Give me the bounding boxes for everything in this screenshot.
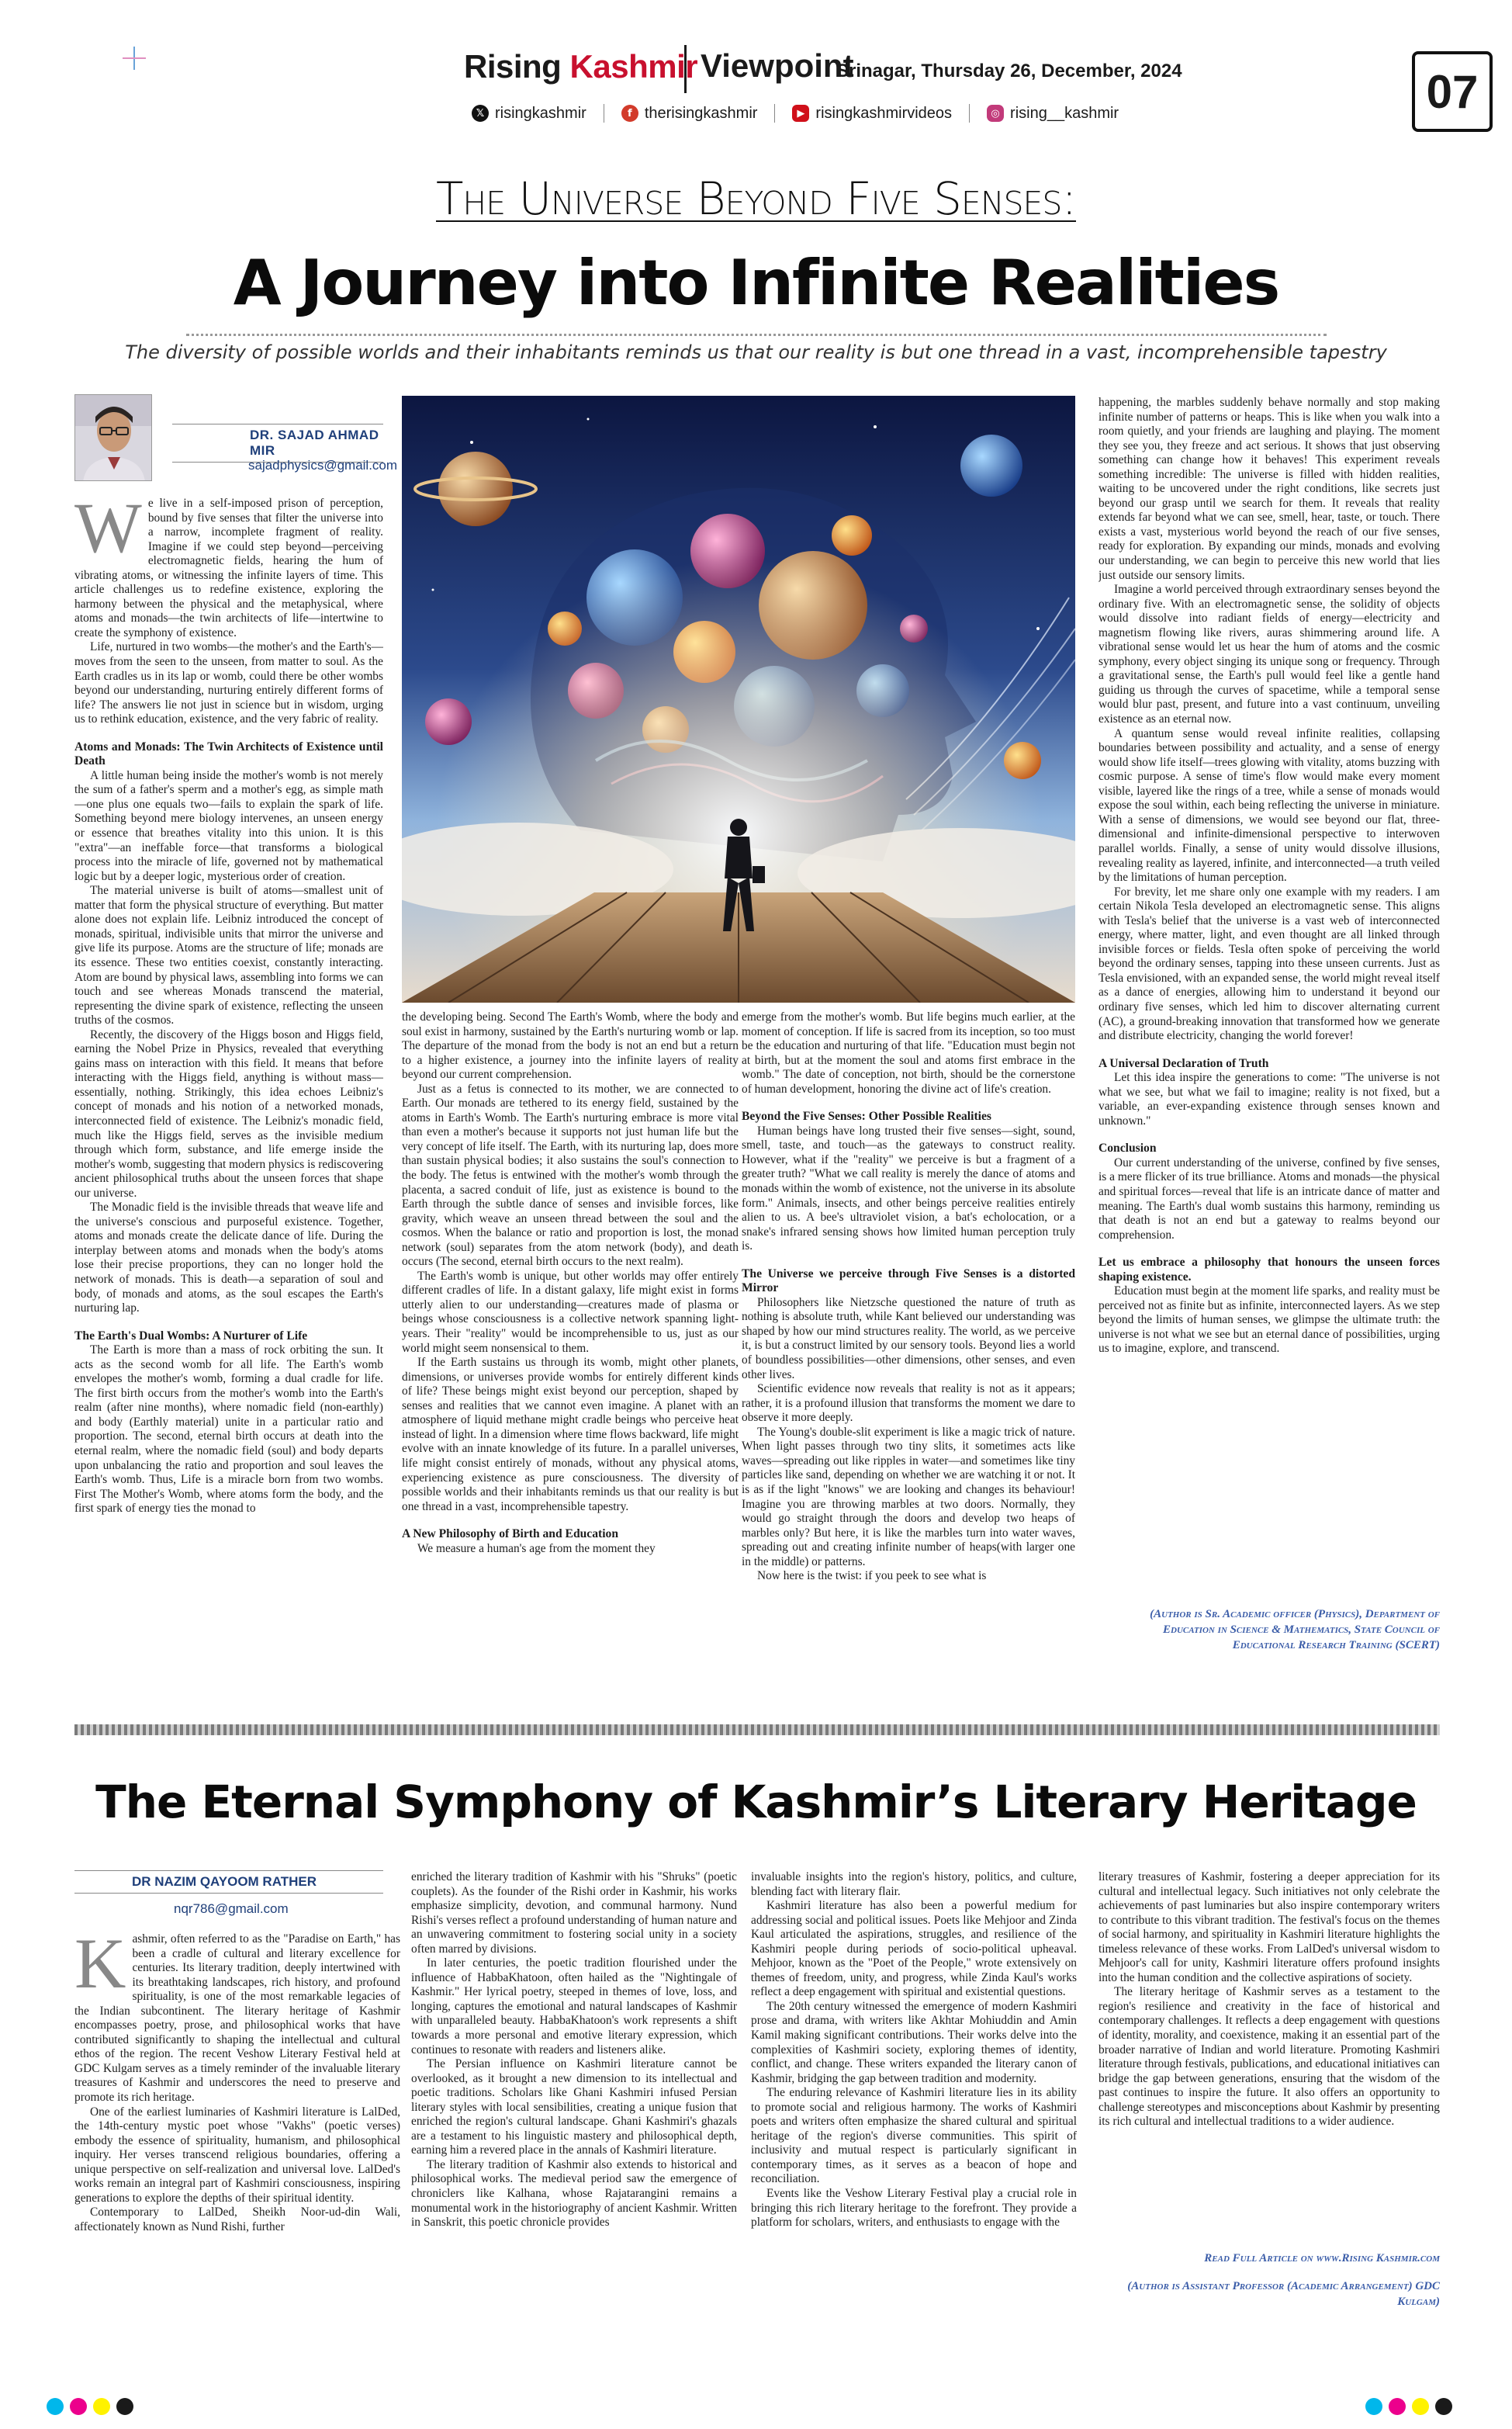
- paragraph: The Earth's womb is unique, but other worlds may offer entirely different cradles of life. In a distant galaxy, life might exist in forms utterly alien to our understanding—creatures made of plasma or beings whose consciousness is a collective network spanning light-years. Their "reality" would be incomprehensible to us, just as our world might seem nonsensical to them.: [402, 1269, 739, 1355]
- subheading: A New Philosophy of Birth and Education: [402, 1527, 619, 1541]
- registration-mark-icon: [123, 47, 146, 70]
- paragraph: In later centuries, the poetic tradition flourished under the influence of HabbaKhatoon, often hailed as the "Nightingale of Kashmir." Her lyrical poetry, steeped in themes of love, loss, and longing, captures the emotional and natural landscapes of Kashmir with unparalleled beauty. HabbaKhatoon's work represents a shift towards a more personal and emotive literary expression, which continues to resonate with readers and listeners alike.: [411, 1956, 737, 2057]
- paragraph: The Persian influence on Kashmiri literature cannot be overlooked, as it brought a new dimension to its intellectual and poetic traditions. Scholars like Ghani Kashmiri infused Persian literary styles with local sensibilities, creating a unique fusion that enriched the region's cultural landscape. Ghani Kashmiri's ghazals are a testament to his linguistic mastery and philosophical depth, earning him a revered place in the annals of Kashmiri literature.: [411, 2057, 737, 2157]
- paragraph: The literary tradition of Kashmir also extends to historical and philosophical works. The medieval period saw the emergence of chroniclers like Kalhana, whose Rajatarangini remains a monumental work in the historiography of ancient Kashmir. Written in Sanskrit, this poetic chronicle provides: [411, 2157, 737, 2230]
- paragraph: The Monadic field is the invisible threads that weave life and the universe's conscious and purposeful existence. Together, atoms and monads create the delicate dance of life. During the interplay between atoms and monads when the body's atoms lose their precise proportions, they can no longer hold the network of monads. This is death—a separation of soul and body, of monads and atoms, as the soul escapes the Earth's nurturing lap.: [74, 1201, 383, 1315]
- article1-column-4: [1099, 396, 1440, 1591]
- calibration-dot-icon: [93, 2398, 110, 2415]
- author-photo: [74, 394, 152, 481]
- article2-column-3: [751, 1870, 1077, 2367]
- calibration-dot-icon: [1412, 2398, 1429, 2415]
- article1-byline: [74, 394, 398, 481]
- subheading: The Earth's Dual Wombs: A Nurturer of Life: [74, 1329, 308, 1343]
- calibration-dot-icon: [116, 2398, 133, 2415]
- social-facebook[interactable]: f therisingkashmir: [621, 105, 758, 123]
- paragraph: One of the earliest luminaries of Kashmiri literature is LalDed, the 14th-century mystic poet whose "Vakhs" (poetic verses) embody the essence of spirituality, humanism, and philosophical inquiry. Her verses transcend religious boundaries, offering a unique perspective on self-realization and universal love. LalDed's works remain an integral part of Kashmiri consciousness, inspiring generations to explore the depths of their spiritual identity.: [74, 2105, 400, 2205]
- social-youtube[interactable]: ▶ risingkashmirvideos: [792, 105, 952, 123]
- section-name: Viewpoint: [684, 45, 854, 93]
- divider: [186, 334, 1327, 336]
- x-icon: 𝕏: [472, 105, 489, 122]
- subheading: The Universe we perceive through Five Senses is a distorted Mirror: [742, 1266, 1075, 1295]
- paragraph: Just as a fetus is connected to its mother, we are connected to Earth. Our monads are tethered to its energy field, sustained by the atoms in Earth's Womb. The Earth's nurturing embrace is more vital than even a mother's because it supports not just human life but the very concept of life itself. The Earth, with its nurturing lap, does more than sustain physical bodies; it also sustains the soul's connection to the body. The fetus is entwined with the mother's womb through the placenta, a sacred conduit of life, just as existence is bound to the Earth through the subtle dance of senses and invisible forces, like gravity, which weave an unseen thread between the soul and the cosmos. When the balance or ratio and proportion is lost, the monad network (soul) separates from the atom network (body), and death occurs (The second, eternal birth occurs to the next realm).: [402, 1082, 739, 1269]
- paragraph: enriched the literary tradition of Kashmir with his "Shruks" (poetic couplets). As the founder of the Rishi order in Kashmir, his works emphasize simplicity, devotion, and communal harmony. Nund Rishi's verses reflect a profound understanding of human nature and an unwavering commitment to fostering social unity in a society often marred by divisions.: [411, 1870, 737, 1956]
- paragraph: The literary heritage of Kashmir serves as a testament to the region's resilience and creativity in the face of historical and contemporary challenges. It reflects a deep engagement with questions of identity, morality, and coexistence, making it an essential part of the broader narrative of Indian and world literature. Promoting Kashmiri literature through festivals, publications, and educational initiatives can bridge the gap between generations, ensuring that the wisdom of the past continues to inspire the future. It also offers an opportunity to challenge stereotypes and misconceptions about Kashmir by presenting its rich cultural and intellectual traditions to a wider audience.: [1099, 1985, 1440, 2129]
- paragraph: Kashmiri literature has also been a powerful medium for addressing social and political issues. Poets like Mehjoor and Zinda Kaul articulated the aspirations, struggles, and resilience of the Kashmiri people during periods of socio-political upheaval. Mehjoor, known as the "Poet of the People," wrote extensively on themes of freedom, unity, and progress, while Zinda Kaul's works reflect a deep engagement with spiritual and existential questions.: [751, 1899, 1077, 1999]
- article2-column-2: [411, 1870, 737, 2367]
- article2-author-credit: [1099, 2251, 1440, 2309]
- subheading: Conclusion: [1099, 1142, 1157, 1156]
- author-name: DR NAZIM QAYOOM RATHER: [74, 1870, 383, 1894]
- paragraph: invaluable insights into the region's history, politics, and culture, blending fact with literary flair.: [751, 1870, 1077, 1898]
- masthead: [0, 0, 1512, 147]
- paragraph: The Young's double-slit experiment is like a magic trick of nature. When light passes through two tiny slits, it sometimes acts like waves—spreading out like ripples in water—and sometimes like tiny particles like sand, depending on whether we are watching it or not. It is as if the light "knows" we are looking and changes its behaviour! Imagine you are throwing marbles at two doors. Normally, they would go straight through the doors and develop two heaps of marbles only? But here, it is like the marbles turn into water waves, spreading out and creating infinite number of heaps(with larger one in the middle) or patterns.: [742, 1425, 1075, 1568]
- print-calibration-strip: [0, 2396, 1512, 2429]
- paragraph: The 20th century witnessed the emergence of modern Kashmiri prose and drama, with writers like Akhtar Mohiuddin and Amin Kamil making significant contributions. Their works delve into the complexities of Kashmiri society, exploring themes of identity, conflict, and change. These writers expanded the literary canon of Kashmir, bridging the gap between tradition and modernity.: [751, 1999, 1077, 2085]
- paragraph: Events like the Veshow Literary Festival play a crucial role in bringing this rich literary heritage to the forefront. They provide a platform for scholars, writers, and enthusiasts to engage with the: [751, 2187, 1077, 2230]
- article1-column-3: [742, 1010, 1075, 1698]
- paragraph: Life, nurtured in two wombs—the mother's and the Earth's—moves from the seen to the unseen, from matter to soul. As the Earth cradles us in its lap or womb, could there be other wombs beyond our understanding, nurturing entirely different forms of life? The answers lie not just in science but in wisdom, urging us to rethink education, existence, and the very fabric of reality.: [74, 640, 383, 726]
- section-divider: [74, 1724, 1440, 1735]
- calibration-dot-icon: [70, 2398, 87, 2415]
- author-note: (Author is Assistant Professor (Academic Arrangement) GDC Kulgam): [1127, 2280, 1440, 2308]
- subheading: Atoms and Monads: The Twin Architects of Existence until Death: [74, 740, 383, 768]
- subheading: Beyond the Five Senses: Other Possible Realities: [742, 1110, 991, 1124]
- paragraph: If the Earth sustains us through its womb, might other planets, dimensions, or universes provide wombs for entirely different kinds of life? These beings might exist beyond our perception, shaped by senses and realities that we cannot even imagine. A planet with an atmosphere of liquid methane might cradle beings who perceive heat instead of light. In a dimension where time flows backward, life might evolve with an innate knowledge of its future. In a parallel universes, life might consist entirely of monads, without any physical atoms, experiencing existence as pure consciousness. The diversity of possible worlds and their inhabitants reminds us that our reality is but one thread in a vast, incomprehensible tapestry.: [402, 1356, 739, 1513]
- paragraph: Imagine a world perceived through extraordinary senses beyond the ordinary five. With an electromagnetic sense, the solidity of objects would dissolve into radiant fields of energy—electricity and magnetism flowing like rivers, auras shimmering around life. A vibrational sense would let us hear the hum of atoms and the cosmic symphony, every object singing its unique song or frequency. Through a gravitational sense, the Earth's pull would feel like a gentle hand guiding us through the curves of spacetime, while a temporal sense would blur past, present, and future into a vast continuum, unveiling existence as an eternal now.: [1099, 583, 1440, 726]
- article1-dek: The diversity of possible worlds and their inhabitants reminds us that our reality is but one thread in a vast, incomprehensible tapestry: [125, 341, 1387, 363]
- dateline: Srinagar, Thursday 26, December, 2024: [836, 61, 1182, 81]
- hero-illustration: [402, 396, 1075, 1003]
- paragraph: Education must begin at the moment life sparks, and reality must be perceived not as finite but as infinite, interconnected layers. As we step beyond the limits of human senses, we glimpse the ultimate truth: the universe is not what we see but an eternal dance of possibilities, urging us to imagine, explore, and transcend.: [1099, 1284, 1440, 1356]
- paragraph: happening, the marbles suddenly behave normally and stop making infinite number of patterns or heaps. This is like when you walk into a room quietly, and your friends are laughing and playing. The moment they see you, they freeze and act serious. It shows that just observing something can change how it behaves! This experiment reveals something incredible: The universe is filled with hidden realities, waiting to be uncovered under the right conditions, like secrets just beyond our grasp until we search for them. It reveals that reality extends far beyond what we can see, smell, hear, taste, or touch. There exists a vast, mysterious world beyond the reach of our five senses, ready for exploration. By expanding our minds, monads and evolving our understanding, we can begin to perceive this new world that lies just outside our sensory limits.: [1099, 396, 1440, 582]
- paragraph: emerge from the mother's womb. But life begins much earlier, at the moment of conception. If life is sacred from its inception, so too must be the education and nurturing of that life. "Education must begin not at birth, but at the moment the soul and atoms first embrace in the womb." The date of conception, not birth, should be the cornerstone of human development, honoring the divine act of life's creation.: [742, 1010, 1075, 1096]
- paragraph: A little human being inside the mother's womb is not merely the sum of a father's sperm and a mother's egg, as simple math—one plus one equals two—fails to explain the spark of life. Something beyond mere biology intervenes, an unseen energy or essence that breathes vitality into this union. It is this "extra"—an ineffable force—that transforms a biological process into the miracle of life, governed not by mathematical logic but by a deeper logic, mysterious order of creation.: [74, 768, 383, 883]
- paragraph: Human beings have long trusted their five senses—sight, sound, smell, taste, and touch—as the gateways to construct reality. However, what if the "reality" we perceive is but a fragment of a greater truth? "What we call reality is merely the dance of atoms and monads within the womb of existence, not the universe in its absolute form." Animals, insects, and other beings perceive realities entirely alien to us. A bee's ultraviolet vision, a bat's echolocation, or a snake's infrared sensing shows how limited human perception truly is.: [742, 1124, 1075, 1253]
- paragraph: literary treasures of Kashmir, fostering a deeper appreciation for its cultural and intellectual legacy. Such initiatives not only celebrate the achievements of past luminaries but also inspire contemporary writers to contribute to this vibrant tradition. The festival's focus on the themes of social harmony, and spirituality in Kashmiri literature highlights the timeless relevance of these works. From LalDed's universal wisdom to Mehjoor's call for unity, Kashmiri literature offers profound insights into the human condition and the collective aspirations of society.: [1099, 1870, 1440, 1984]
- paragraph: A quantum sense would reveal infinite realities, collapsing boundaries between possibility and actuality, and a sense of energy would show life itself—trees glowing with vitality, atoms buzzing with cosmic purpose. A sense of time's flow would make every moment visible, layered like the rings of a tree, while a sense of monads would expose the soul within, each being reflecting the universe in miniature. With a sense of dimensions, we would see beyond our flat, three-dimensional and infinite-dimensional perspective to interwoven parallel worlds. Finally, a sense of unity would dissolve illusions, revealing reality as layered, infinite, and interconnected—a truth veiled by the limitations of human perception.: [1099, 726, 1440, 885]
- calibration-dot-icon: [1365, 2398, 1382, 2415]
- facebook-icon: f: [621, 105, 638, 122]
- author-email[interactable]: nqr786@gmail.com: [174, 1901, 289, 1916]
- paragraph: the developing being. Second The Earth's Womb, where the body and soul exist in harmony, sustained by the Earth's nurturing womb or lap. The departure of the monad from the body is not an end but a return to a higher existence, a journey into the infinite layers of reality beyond our current comprehension.: [402, 1010, 739, 1082]
- paragraph: Kashmir, often referred to as the "Paradise on Earth," has been a cradle of cultural and literary excellence for centuries. Its literary tradition, deeply intertwined with its breathtaking landscapes, rich history, and profound spirituality, is one of the most remarkable legacies of the Indian subcontinent. The literary heritage of Kashmir encompasses poetry, prose, and philosophical works that have contributed significantly to shaping the intellectual and cultural ethos of the region. The recent Veshow Literary Festival held at GDC Kulgam serves as a timely reminder of the invaluable literary treasures of Kashmir and underscores the need to preserve and promote its rich heritage.: [74, 1932, 400, 2105]
- subheading: A Universal Declaration of Truth: [1099, 1056, 1269, 1070]
- paragraph: The enduring relevance of Kashmiri literature lies in its ability to promote social and religious harmony. The works of Kashmiri poets and writers often emphasize the shared cultural and spiritual heritage of the region's diverse communities. This spirit of inclusivity and mutual respect is particularly significant in contemporary times, as it serves as a beacon of hope and reconciliation.: [751, 2086, 1077, 2186]
- instagram-icon: ◎: [987, 105, 1004, 122]
- subheading: Let us embrace a philosophy that honours the unseen forces shaping existence.: [1099, 1256, 1440, 1284]
- paragraph: Recently, the discovery of the Higgs boson and Higgs field, earning the Nobel Prize in Physics, revealed that everything gains mass on interaction with this field. It means that before interacting with the Higgs field, anything is without mass—essentially, nothing. Strikingly, this idea echoes Leibniz's concept of monads and his notion of a networked monads, interconnected field of existence. The Leibniz's monadic field, much like the Higgs field, serves as the invisible medium through which form, substance, and life emerge inside the mother's womb, suggesting that modern physics is rediscovering ancient philosophical truths about the unseen forces that shape our universe.: [74, 1027, 383, 1200]
- article2-byline: [74, 1870, 383, 1917]
- article2-headline: The Eternal Symphony of Kashmir’s Literary Heritage: [95, 1776, 1417, 1828]
- paragraph: Let this idea inspire the generations to come: "The universe is not what we see, but what we fail to imagine; reality is not fixed, but a variable, an ever-expanding existence through senses known and unknown.": [1099, 1071, 1440, 1128]
- paragraph: We measure a human's age from the moment they: [417, 1541, 656, 1555]
- divider: [774, 104, 775, 123]
- author-email[interactable]: sajadphysics@gmail.com: [248, 458, 398, 473]
- youtube-icon: ▶: [792, 105, 809, 122]
- paragraph: Philosophers like Nietzsche questioned the nature of truth as nothing is absolute truth, while Kant believed our understanding was shaped by how our mind structures reality. The world, as we perceive it, is but a construct limited by our sensory tools. Beyond lies a world of boundless possibilities—other dimensions, other senses, and even other lives.: [742, 1295, 1075, 1381]
- article1-headline: A Journey into Infinite Realities: [233, 247, 1279, 319]
- paragraph: The material universe is built of atoms—smallest unit of matter that form the physical structure of everything. But matter alone does not explain life. Leibniz introduced the concept of monads, spiritual, indivisible units that mirror the universe and give life its purpose. Atoms are the structure of life; monads are its essence. These two entities coexist, constantly interacting. Atom are bound by physical laws, assembling into forms we can touch and see whereas Monads transcend the material, representing the divine spark of existence, reflecting the unseen truths of the cosmos.: [74, 884, 383, 1027]
- article1-author-credit: (Author is Sr. Academic officer (Physics), Department of Education in Science & Mathematics, State Council of Educational Research Training (SCERT): [1150, 1608, 1440, 1651]
- article1-column-1: [74, 497, 383, 1700]
- article2-column-1: [74, 1932, 400, 2367]
- paragraph: We live in a self-imposed prison of perception, bound by five senses that filter the universe into a narrow, incomplete fragment of reality. Imagine if we could step beyond—perceiving electromagnetic fields, hearing the hum of vibrating atoms, or witnessing the infinite layers of time. This article challenges us to redefine existence, exploring the harmony between the physical and the metaphysical, where atoms and monads—the twin architects of life—intertwine to create the symphony of existence.: [74, 497, 383, 639]
- social-instagram[interactable]: ◎ rising__kashmir: [987, 105, 1119, 123]
- divider: [969, 104, 970, 123]
- paragraph: Our current understanding of the universe, confined by five senses, is a mere flicker of its true brilliance. Atoms and monads—the physical and spiritual forces—reveal that life is an intricate dance of matter and meaning. The Earth's dual womb sustains this harmony, reminding us that death is not an end but a gateway to realms beyond our comprehension.: [1099, 1156, 1440, 1242]
- social-x[interactable]: 𝕏 risingkashmir: [472, 105, 586, 123]
- paragraph: Now here is the twist: if you peek to see what is: [757, 1569, 987, 1583]
- author-name: DR. SAJAD AHMAD MIR: [172, 424, 383, 463]
- paragraph: Contemporary to LalDed, Sheikh Noor-ud-din Wali, affectionately known as Nund Rishi, further: [74, 2206, 400, 2233]
- paragraph: For brevity, let me share only one example with my readers. I am certain Nikola Tesla developed an electromagnetic sense. This aligns with Tesla's belief that the universe is a vast web of interconnected energy, where matter, light, and even thought are all linked through invisible forces or fields. Tesla often spoke of perceiving the world beyond the ordinary senses, tapping into these unseen currents. Just as Tesla envisioned, with an expanded sense, the world might reveal itself as a dance of energies, allowing him to understand it beyond our ordinary five senses, which led him to discover alternating current (AC), a ground-breaking innovation that transformed how we generate and distribute electricity, changing the world forever!: [1099, 885, 1440, 1043]
- page-number: 07: [1412, 51, 1493, 132]
- calibration-dot-icon: [1435, 2398, 1452, 2415]
- paragraph: The Earth is more than a mass of rock orbiting the sun. It acts as the second womb for all life. The Earth's womb envelopes the mother's womb, forming a dual cradle for life. The first birth occurs from the mother's womb into the Earth's realm (after nine months), where nomadic field (non-earthly) and body (Earthly material) unite in a particular ratio and proportion. The second, eternal birth occurs at death into the eternal realm, where the nomadic field (soul) and body departs upon unbalancing the ratio and proportion and soul leaves the Earth's womb. Thus, Life is a miracle born from two wombs. First The Mother's Womb, where atoms form the body, and the first spark of energy ties the monad to: [74, 1343, 383, 1516]
- social-handles: [472, 104, 1119, 123]
- article1-kicker: The Universe Beyond Five Senses:: [436, 172, 1076, 225]
- paragraph: Scientific evidence now reveals that reality is not as it appears; rather, it is a profound illusion that transforms the moment we dare to observe it more deeply.: [742, 1382, 1075, 1425]
- article2-column-4: [1099, 1870, 1440, 2227]
- article1-column-2: [402, 1010, 739, 1698]
- calibration-dot-icon: [47, 2398, 64, 2415]
- read-full-article-link[interactable]: Read Full Article on www.Rising Kashmir.com: [1204, 2252, 1440, 2264]
- calibration-dot-icon: [1389, 2398, 1406, 2415]
- brand-logo: Rising Kashmir: [464, 48, 698, 85]
